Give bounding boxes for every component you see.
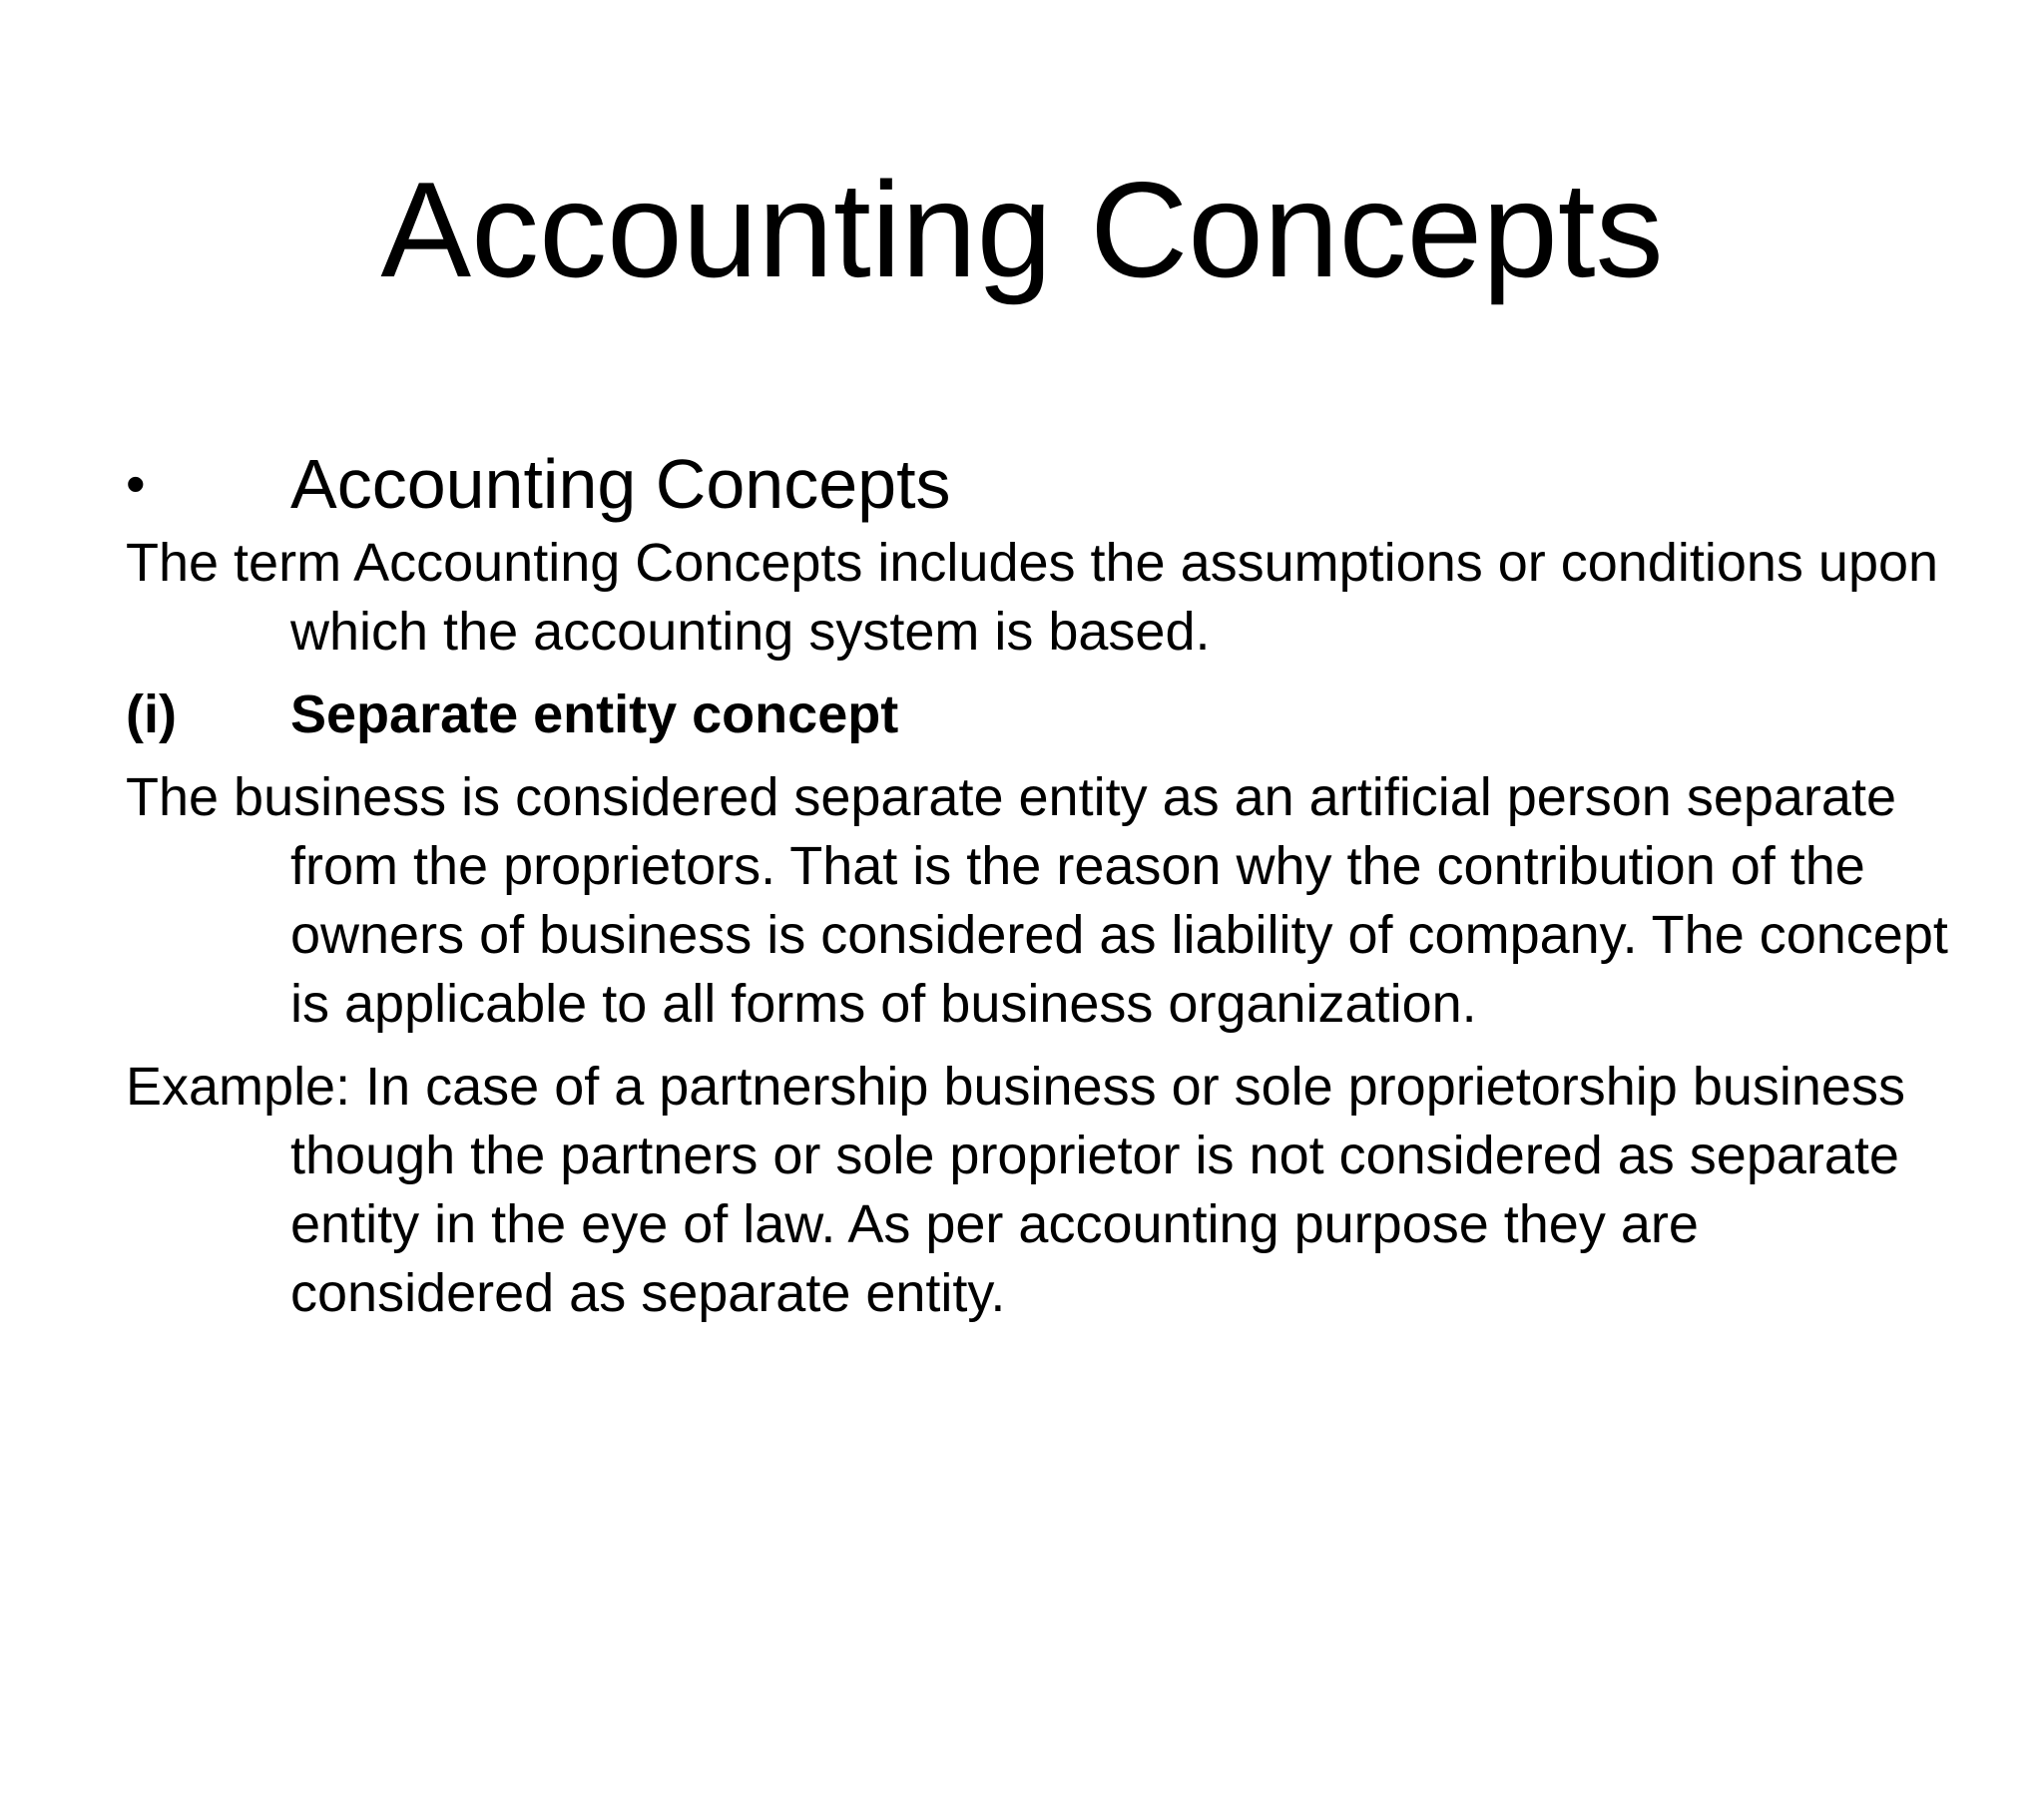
bullet-text: Accounting Concepts xyxy=(290,445,951,523)
example-paragraph: Example: In case of a partnership business or sole proprietorship business though the partners or sole proprietor is not considered as separate entity in the eye of law. As per accounting purpose they are considered as separate entity. xyxy=(126,1057,1905,1323)
intro-paragraph: The term Accounting Concepts includes the assumptions or conditions upon which the accounting system is based. xyxy=(126,533,1939,662)
section-number: (i) xyxy=(126,684,177,744)
bullet-item xyxy=(126,439,1962,529)
bullet-marker: • xyxy=(126,452,146,515)
section-heading xyxy=(126,681,1962,749)
description-paragraph: The business is considered separate entity as an artificial person separate from the proprietors. That is the reason why the contribution of the owners of business is considered as liability of company. The concept is applicable to all forms of business organization. xyxy=(126,767,1948,1034)
section-title: Separate entity concept xyxy=(290,684,899,744)
slide-body xyxy=(126,439,1962,1342)
slide-title: Accounting Concepts xyxy=(380,154,1664,305)
